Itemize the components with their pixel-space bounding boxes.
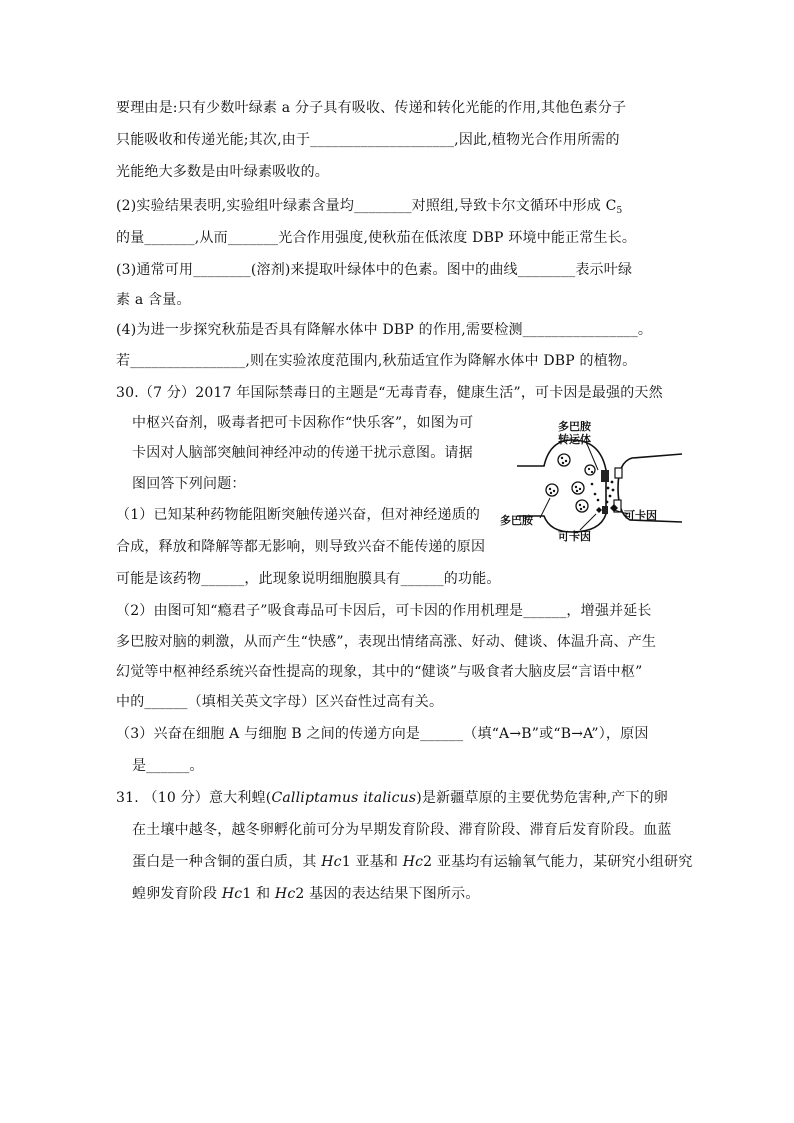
text-line [116, 196, 622, 221]
text-line: 合成，释放和降解等都无影响，则导致兴奋不能传递的原因 [116, 539, 486, 555]
receptor [615, 468, 622, 478]
text-line: 幻觉等中枢神经系统兴奋性提高的现象，其中的“健谈”与吸食者大脑皮层“言语中枢” [116, 664, 643, 680]
text-line: 在土壤中越冬，越冬卵孵化前可分为早期发育阶段、滞育阶段、滞育后发育阶段。血蓝 [132, 822, 672, 838]
text-segment: 1 和 [242, 886, 275, 902]
text-segment: 蝗卵发育阶段 [132, 886, 222, 902]
synapse-diagram [492, 418, 692, 546]
text-segment: (2)实验结果表明,实验组叶绿素含量均________对照组,导致卡尔文循环中形成 C [116, 198, 617, 214]
text-line: (4)为进一步探究秋茄是否具有降解水体中 DBP 的作用,需要检测________________。 [116, 322, 653, 338]
gene-name: Hc [221, 886, 243, 902]
label-cocaine: 可卡因 [624, 509, 657, 522]
question-30-heading: 30.（7 分）2017 年国际禁毒日的主题是“无毒青春，健康生活”，可卡因是最强的天然 [116, 385, 663, 401]
text-line: 若________________,则在实验浓度范围内,秋茄适宜作为降解水体中 DBP 的植物。 [116, 353, 637, 369]
text-line: 的量_______,从而_______光合作用强度,使秋茄在低浓度 DBP 环境中能正常生长。 [116, 230, 637, 246]
text-segment: 31. （10 分）意大利蝗( [116, 790, 272, 806]
text-segment: )是新疆草原的主要优势危害种,产下的卵 [416, 790, 668, 806]
text-segment: 2 基因的表达结果下图所示。 [295, 886, 480, 902]
text-line: 中枢兴奋剂，吸毒者把可卡因称作“快乐客”，如图为可 [132, 415, 474, 431]
text-line: 中的______（填相关英文字母）区兴奋性过高有关。 [116, 694, 444, 710]
species-name: Calliptamus italicus [271, 790, 417, 806]
text-line: （3）兴奋在细胞 A 与细胞 B 之间的传递方向是______（填“A→B”或“B→A”），原因 [116, 726, 649, 742]
label-cocaine: 可卡因 [558, 530, 591, 543]
text-line [132, 884, 480, 904]
label-dopamine: 多巴胺 [500, 514, 533, 527]
question-31-heading [116, 788, 668, 808]
label-transporter: 转运体 [558, 433, 591, 446]
text-segment: 2 亚基均有运输氧气能力，某研究小组研究 [423, 854, 693, 870]
text-line [132, 852, 693, 872]
text-line: 要理由是:只有少数叶绿素 a 分子具有吸收、传递和转化光能的作用,其他色素分子 [116, 100, 627, 116]
text-line: 图回答下列问题： [132, 476, 246, 492]
text-line: 光能绝大多数是由叶绿素吸收的。 [116, 164, 329, 180]
text-segment: 1 亚基和 [341, 854, 403, 870]
text-line: 多巴胺对脑的刺激，从而产生“快感”，表现出情绪高涨、好动、健谈、体温升高、产生 [116, 634, 657, 650]
dopamine-transporter [601, 470, 609, 482]
text-line: 素 a 含量。 [116, 292, 191, 308]
label-transporter: 多巴胺 [558, 420, 591, 433]
subscript: 5 [616, 206, 623, 216]
gene-name: Hc [402, 854, 424, 870]
text-line: (3)通常可用________(溶剂)来提取叶绿体中的色素。图中的曲线________表示叶绿 [116, 262, 633, 278]
text-line: 只能吸收和传递光能;其次,由于____________________,因此,植物光合作用所需的 [116, 132, 620, 148]
gene-name: Hc [321, 854, 342, 870]
gene-name: Hc [274, 886, 296, 902]
leader-line [540, 498, 550, 518]
text-line: （1）已知某种药物能阻断突触传递兴奋，但对神经递质的 [116, 507, 481, 523]
text-line: （2）由图可知“瘾君子”吸食毒品可卡因后，可卡因的作用机理是______，增强并延长 [116, 603, 652, 619]
text-line: 可能是该药物______，此现象说明细胞膜具有______的功能。 [116, 571, 501, 587]
text-line: 卡因对人脑部突触间神经冲动的传递干扰示意图。请据 [132, 445, 473, 461]
text-segment: 蛋白是一种含铜的蛋白质，其 [132, 854, 322, 870]
text-line: 是______。 [132, 758, 204, 774]
dopamine-molecules [591, 481, 615, 504]
synaptic-vesicles [546, 454, 595, 512]
transporter-small [602, 506, 608, 514]
